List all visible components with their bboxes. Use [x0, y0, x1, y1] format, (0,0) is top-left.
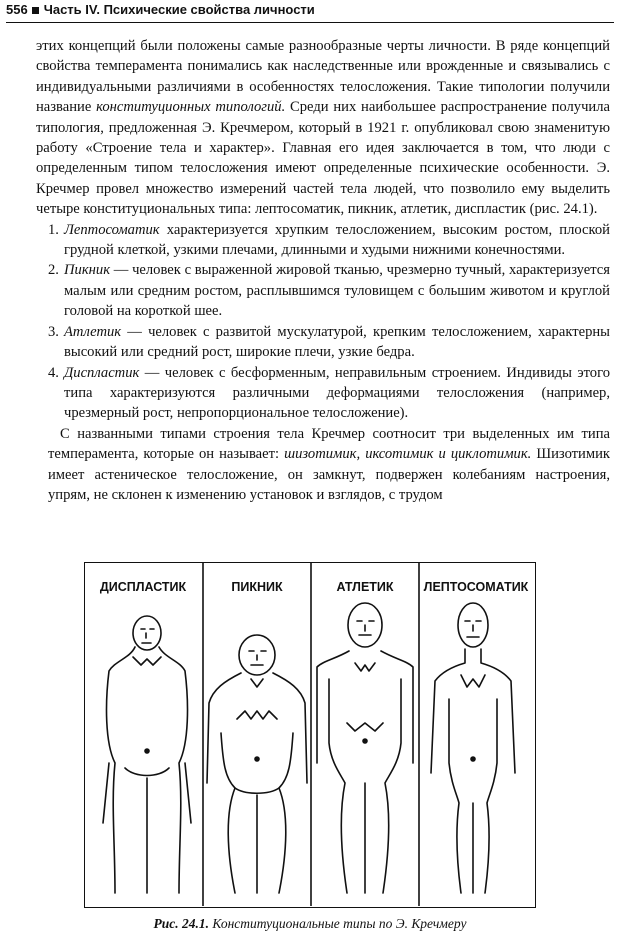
label-pyknic: ПИКНИК — [231, 580, 283, 594]
figure-caption — [0, 916, 620, 932]
types-list — [48, 220, 610, 424]
body-types-figure — [84, 562, 536, 908]
closing-paragraph: С названными типами строения тела Кречмер соотносит три выделенных им типа темперамента, которые он называет: шизотимик, иксотимик и циклотимик. Шизотимик имеет астеническое телосложение, он замкнут, подвержен колебаниям настроения, упрям, не склонен к изменению установок и взглядов, с трудом — [48, 425, 610, 503]
caption-number: Рис. 24.1. — [153, 916, 209, 931]
page-number: 556 — [6, 2, 28, 17]
label-dysplastic: ДИСПЛАСТИК — [99, 580, 187, 594]
list-item: 1. Лептосоматик характеризуется хрупким телосложением, высоким ростом, плоской грудной клеткой, узкими плечами, длинными и худыми нижними конечностями. — [48, 221, 610, 259]
body-text — [36, 36, 610, 505]
intro-paragraph: этих концепций были положены самые разнообразные черты личности. В ряде концепций свойства темперамента понимались как наследственные или врожденные и связывались с индивидуальными различиями в особенностях телосложения. Такие типологии получили название конституционных типологий. Среди них наибольшее распространение получила типология, предложенная Э. Кречмером, который в 1921 г. опубликовал свою знаменитую работу «Строение тела и характер». Главная его идея заключается в том, что люди с определенным типом телосложения имеют определенные психические особенности. Э. Кречмер провел множество измерений частей тела людей, что позволило ему выделить четыре конституциональных типа: лептосоматик, пикник, атлетик, диспластик (рис. 24.1). — [36, 38, 610, 218]
label-leptosomatic: ЛЕПТОСОМАТИК — [423, 580, 529, 594]
intro-term: конституционных типологий. — [96, 99, 286, 116]
part-title: Часть IV. Психические свойства личности — [43, 2, 315, 17]
closing-terms: шизотимик, иксотимик и циклотимик. — [284, 446, 532, 463]
athletic-figure — [317, 603, 413, 893]
running-header — [6, 0, 614, 23]
leptosomatic-figure — [431, 603, 515, 893]
pyknic-figure — [207, 635, 307, 893]
caption-text: Конституциональные типы по Э. Кречмеру — [209, 916, 467, 931]
bullet-square-icon — [32, 7, 39, 14]
list-item: 3. Атлетик — человек с развитой мускулатурой, крепким телосложением, характерны высокий или средний рост, широкие плечи, узкие бедра. — [48, 323, 610, 361]
dysplastic-figure — [103, 616, 191, 893]
list-item: 2. Пикник — человек с выраженной жировой тканью, чрезмерно тучный, характеризуется малым или средним ростом, расплывшимся туловищем с большим животом и круглой головой на короткой шее. — [48, 262, 610, 320]
label-athletic: АТЛЕТИК — [336, 580, 394, 594]
list-item: 4. Диспластик — человек с бесформенным, неправильным строением. Индивиды этого типа характеризуются различными деформациями телосложения (например, чрезмерный рост, непропорциональное телосложение). — [48, 364, 610, 422]
